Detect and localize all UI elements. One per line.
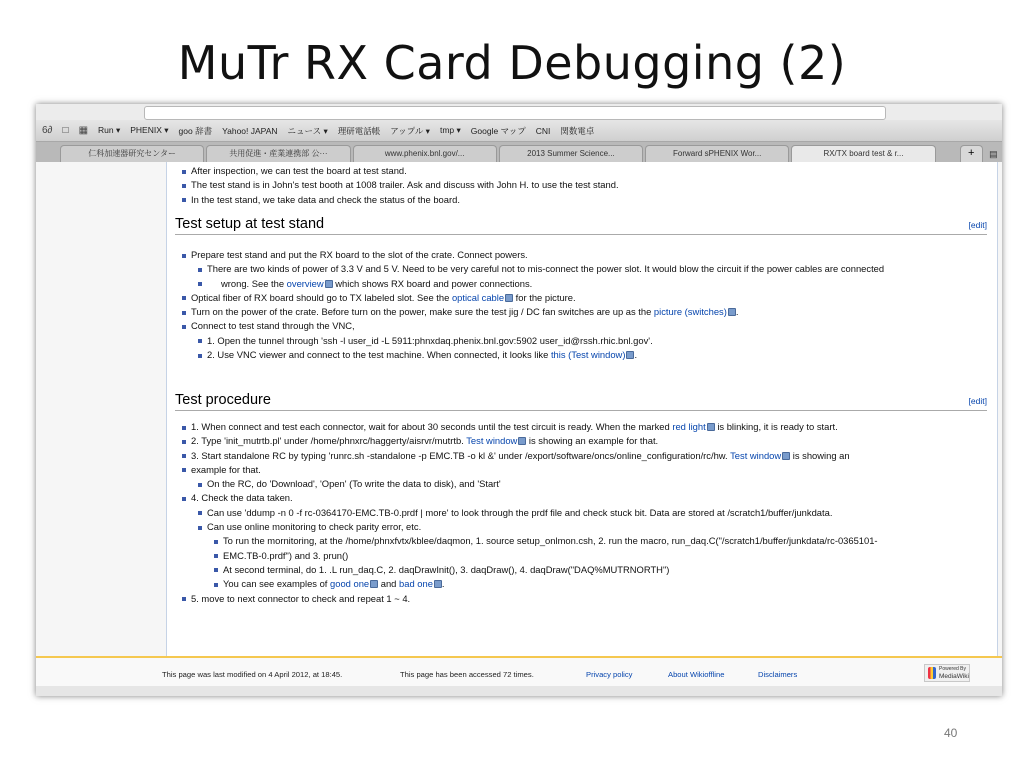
external-link-icon	[728, 308, 736, 316]
section-title: Test procedure	[175, 392, 271, 408]
section-title: Test setup at test stand	[175, 216, 325, 232]
list-item: Can use 'ddump -n 0 -f rc-0364170-EMC.TB-0.prdf | more' to look through the prdf file and check stuck bit. Data are stored at /scratch1/buffer/junkdata.	[191, 506, 1002, 520]
test-window-link[interactable]: this (Test window)	[550, 349, 626, 361]
bookmark-yahoo[interactable]: Yahoo! JAPAN	[222, 125, 278, 136]
bookmark-goo[interactable]: goo 辞書	[178, 125, 213, 136]
external-link-icon	[434, 580, 442, 588]
mediawiki-badge[interactable]	[924, 664, 970, 682]
test-window-link[interactable]: Test window	[466, 435, 518, 447]
bad-one-link[interactable]: bad one	[399, 578, 433, 590]
intro-list	[191, 164, 1002, 207]
browser-screenshot	[36, 104, 1002, 696]
list-text: There are two kinds of power of 3.3 V and 5 V. Need to be very careful not to mis-connect the power slot. It would blow the circuit if the power cables are connected	[207, 263, 885, 275]
external-link-icon	[370, 580, 378, 588]
external-link-icon	[782, 452, 790, 460]
good-one-link[interactable]: good one	[330, 578, 370, 590]
procedure-list	[191, 420, 1002, 606]
optical-cable-link[interactable]: optical cable	[451, 291, 505, 303]
overview-link[interactable]: overview	[286, 277, 324, 289]
list-item: Prepare test stand and put the RX board to the slot of the crate. Connect powers.	[191, 248, 1002, 262]
url-bar-strip	[36, 104, 1002, 120]
book-icon[interactable]: □	[62, 125, 69, 136]
test-window-link[interactable]: Test window	[730, 449, 782, 461]
tab-nishina[interactable]: 仁科加速器研究センター	[60, 145, 204, 162]
list-item-continuation: EMC.TB-0.prdf") and 3. prun()	[191, 549, 1002, 563]
window-bottom-strip	[36, 686, 1002, 696]
tab-summer-science[interactable]: 2013 Summer Science...	[499, 145, 643, 162]
bookmark-news[interactable]: ニュース ▾	[287, 125, 328, 136]
section-heading-test-procedure	[175, 390, 987, 411]
about-wikioffline-link[interactable]: About Wikioffline	[668, 670, 725, 679]
list-text: 3. Start standalone RC by typing 'runrc.sh -standalone -p EMC.TB -o kl &' under /export/software/oncs/online_configuration/rc/hw.	[191, 449, 728, 461]
list-item-continuation	[191, 463, 1002, 477]
bookmark-run[interactable]: Run ▾	[98, 125, 121, 135]
list-item	[191, 305, 1002, 319]
tab-phenix[interactable]: www.phenix.bnl.gov/...	[353, 145, 497, 162]
list-item	[191, 262, 1002, 276]
list-item: 4. Check the data taken.	[191, 491, 1002, 505]
grid-icon[interactable]: ▦	[78, 125, 89, 136]
external-link-icon	[325, 280, 333, 288]
bookmark-google-maps[interactable]: Google マップ	[470, 125, 526, 136]
list-text: wrong. See the	[221, 277, 285, 289]
bookmark-tmp[interactable]: tmp ▾	[439, 125, 461, 135]
slide-title: MuTr RX Card Debugging (2)	[177, 36, 847, 90]
slide-number: 40	[944, 726, 958, 740]
privacy-policy-link[interactable]: Privacy policy	[586, 670, 633, 679]
list-item: Can use online monitoring to check parity error, etc.	[191, 520, 1002, 534]
badge-bottom-text: MediaWiki	[939, 673, 969, 680]
tab-kyoyo[interactable]: 共用促進・産業連携部 公···	[206, 145, 350, 162]
list-item	[191, 291, 1002, 305]
badge-top-text: Powered By	[939, 666, 966, 672]
access-count-text: This page has been accessed 72 times.	[400, 670, 534, 679]
mediawiki-logo-icon	[928, 667, 936, 679]
list-item: After inspection, we can test the board at test stand.	[191, 164, 1002, 178]
external-link-icon	[707, 423, 715, 431]
picture-switches-link[interactable]: picture (switches)	[653, 306, 727, 318]
bookmark-cni[interactable]: CNI	[535, 125, 551, 136]
list-item: Connect to test stand through the VNC,	[191, 319, 1002, 333]
list-text: Optical fiber of RX board should go to TX labeled slot. See the	[191, 291, 450, 303]
disclaimers-link[interactable]: Disclaimers	[758, 670, 798, 679]
section-heading-test-setup	[175, 214, 987, 235]
red-light-link[interactable]: red light	[672, 421, 706, 432]
list-text: is showing an	[792, 449, 850, 461]
setup-list	[191, 248, 1002, 362]
list-text: Turn on the power of the crate. Before turn on the power, make sure the test jig / DC fan switches are up as the	[191, 306, 652, 318]
wiki-page	[36, 162, 1002, 682]
last-modified-text: This page was last modified on 4 April 2012, at 18:45.	[162, 670, 343, 679]
list-item: To run the mornitoring, at the /home/phnxfvtx/kblee/daqmon, 1. source setup_onlmon.csh, 2. run the macro, run_daq.C("/scratch1/buffer/junkdata/rc-0365101-	[191, 534, 1002, 548]
list-text: for the picture.	[515, 291, 576, 303]
list-text: is showing an example for that.	[528, 435, 659, 447]
list-text: is blinking, it is ready to start.	[717, 421, 838, 432]
bookmarks-bar	[36, 120, 1002, 142]
tab-forward-sphenix[interactable]: Forward sPHENIX Wor...	[645, 145, 789, 162]
list-item: The test stand is in John's test booth at 1008 trailer. Ask and discuss with John H. to use the test stand.	[191, 178, 1002, 192]
tab-bar	[36, 142, 1002, 162]
bookmark-apple[interactable]: アップル ▾	[390, 125, 430, 136]
list-item	[191, 348, 1002, 362]
bookmark-calculator[interactable]: 関数電卓	[560, 125, 595, 136]
list-text: 2. Type 'init_mutrtb.pl' under /home/phnxrc/haggerty/aisrvr/mutrtb.	[191, 435, 464, 447]
list-item	[191, 420, 1002, 434]
new-tab-button[interactable]: +	[960, 145, 983, 162]
reader-icon[interactable]: 6∂	[42, 125, 53, 136]
list-text: 2. Use VNC viewer and connect to the test machine. When connected, it looks like	[207, 349, 549, 361]
list-text: which shows RX board and power connections.	[335, 277, 533, 289]
external-link-icon	[505, 294, 513, 302]
external-link-icon	[518, 437, 526, 445]
list-text: .	[735, 306, 739, 318]
bookmark-riken-phone[interactable]: 理研電話帳	[337, 125, 381, 136]
tab-rx-tx-board-test[interactable]: RX/TX board test & r...	[791, 145, 935, 162]
list-item: In the test stand, we take data and check the status of the board.	[191, 193, 1002, 207]
url-field[interactable]	[144, 106, 886, 120]
edit-link[interactable]: [edit]	[968, 396, 987, 406]
list-item: 1. Open the tunnel through 'ssh -l user_id -L 5911:phnxdaq.phenix.bnl.gov:5902 user_id@rssh.rhic.bnl.gov'.	[191, 334, 1002, 348]
badge-text	[939, 666, 969, 680]
list-item: 5. move to next connector to check and repeat 1 ~ 4.	[191, 592, 1002, 606]
list-text: You can see examples of	[223, 578, 328, 590]
list-item	[191, 449, 1002, 463]
list-text: 1. When connect and test each connector, wait for about 30 seconds until the test circuit is ready. When the marked	[191, 421, 670, 432]
edit-link[interactable]: [edit]	[968, 220, 987, 230]
list-item: At second terminal, do 1. .L run_daq.C, 2. daqDrawInit(), 3. daqDraw(), 4. daqDraw("DAQ%MUTRNORTH")	[191, 563, 1002, 577]
list-item: On the RC, do 'Download', 'Open' (To write the data to disk), and 'Start'	[191, 477, 1002, 491]
wiki-content	[166, 162, 998, 656]
list-item	[191, 434, 1002, 448]
list-item-continuation	[191, 277, 1002, 291]
list-item	[191, 577, 1002, 591]
list-text: .	[441, 578, 445, 590]
tab-list-icon[interactable]: ▤	[989, 149, 998, 159]
list-text: .	[634, 349, 638, 361]
bookmark-phenix[interactable]: PHENIX ▾	[130, 125, 169, 135]
list-text: example for that.	[191, 463, 261, 475]
list-text: and	[380, 578, 397, 590]
